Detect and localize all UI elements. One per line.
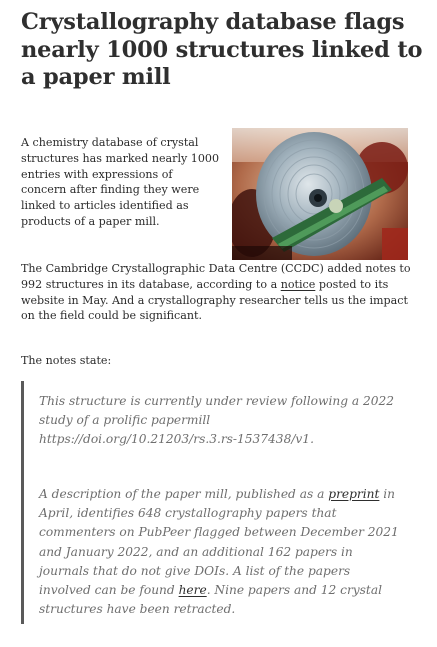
ccdc-text-end: posted to its website in May. And a crystallography researcher tells us the impact on the field could be significant. (21, 277, 408, 323)
paper-roll-illustration (232, 128, 408, 260)
intro-paragraph: A chemistry database of crystal structures has marked nearly 1000 entries with expressions of concern after finding they were linked to articles identified as products of a paper mill. (21, 136, 220, 228)
here-link[interactable]: here (178, 583, 207, 598)
article-headline: Crystallography database flags nearly 1000 structures linked to a paper mill (21, 9, 423, 90)
quote-text-part-3: . Nine papers and 12 crystal structures have been retracted. (39, 583, 382, 617)
quote-review-note: This structure is currently under review following a 2022 study of a prolific papermill https://doi.org/10.21203/rs.3.rs-1537438/v1. (39, 394, 395, 447)
notes-blockquote (21, 381, 414, 624)
notice-link[interactable]: notice (280, 277, 316, 291)
paper-mill-roller-image (232, 128, 408, 260)
quote-paper-mill-description (39, 485, 401, 619)
ccdc-paragraph (21, 261, 421, 324)
ccdc-text-start: The Cambridge Crystallographic Data Centre (CCDC) added notes to 992 structures in its database, according to a (21, 262, 411, 291)
quote-text-part-2: in April, identifies 648 crystallography papers that commenters on PubPeer flagged between December 2021 and January 2022, and an additional 162 papers in journals that do not give DOIs. A list of the papers involved can be found (39, 487, 399, 598)
quote-text-part-1: A description of the paper mill, published as a (39, 487, 329, 501)
notes-intro-paragraph: The notes state: (21, 354, 112, 367)
preprint-link[interactable]: preprint (328, 487, 380, 501)
